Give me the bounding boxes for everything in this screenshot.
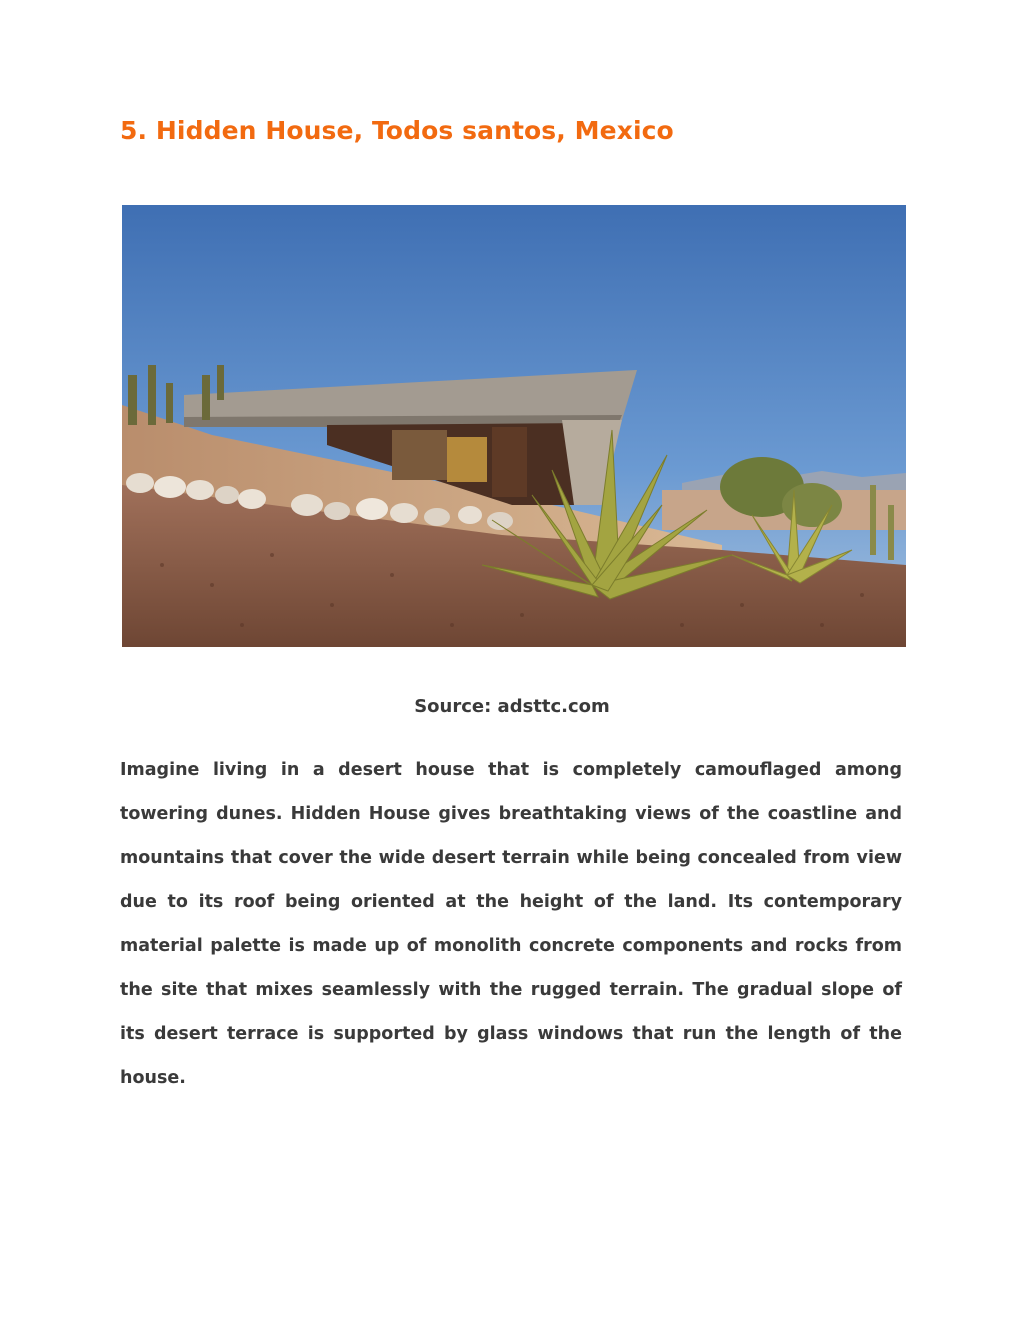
article-paragraph: Imagine living in a desert house that is completely camouflaged among towering dunes. Hidden House gives breathtaking views of the coastline and mountains that cover the wide desert terrain while being concealed from view due to its roof being oriented at the height of the land. Its contemporary material palette is made up of monolith concrete components and rocks from the site that mixes seamlessly with the rugged terrain. The gradual slope of its desert terrace is supported by glass windows that run the length of the house.: [120, 760, 902, 1088]
image-source-caption: Source: adsttc.com: [414, 696, 610, 717]
hidden-house-photo: [122, 205, 906, 647]
page-title: 5. Hidden House, Todos santos, Mexico: [120, 116, 674, 145]
